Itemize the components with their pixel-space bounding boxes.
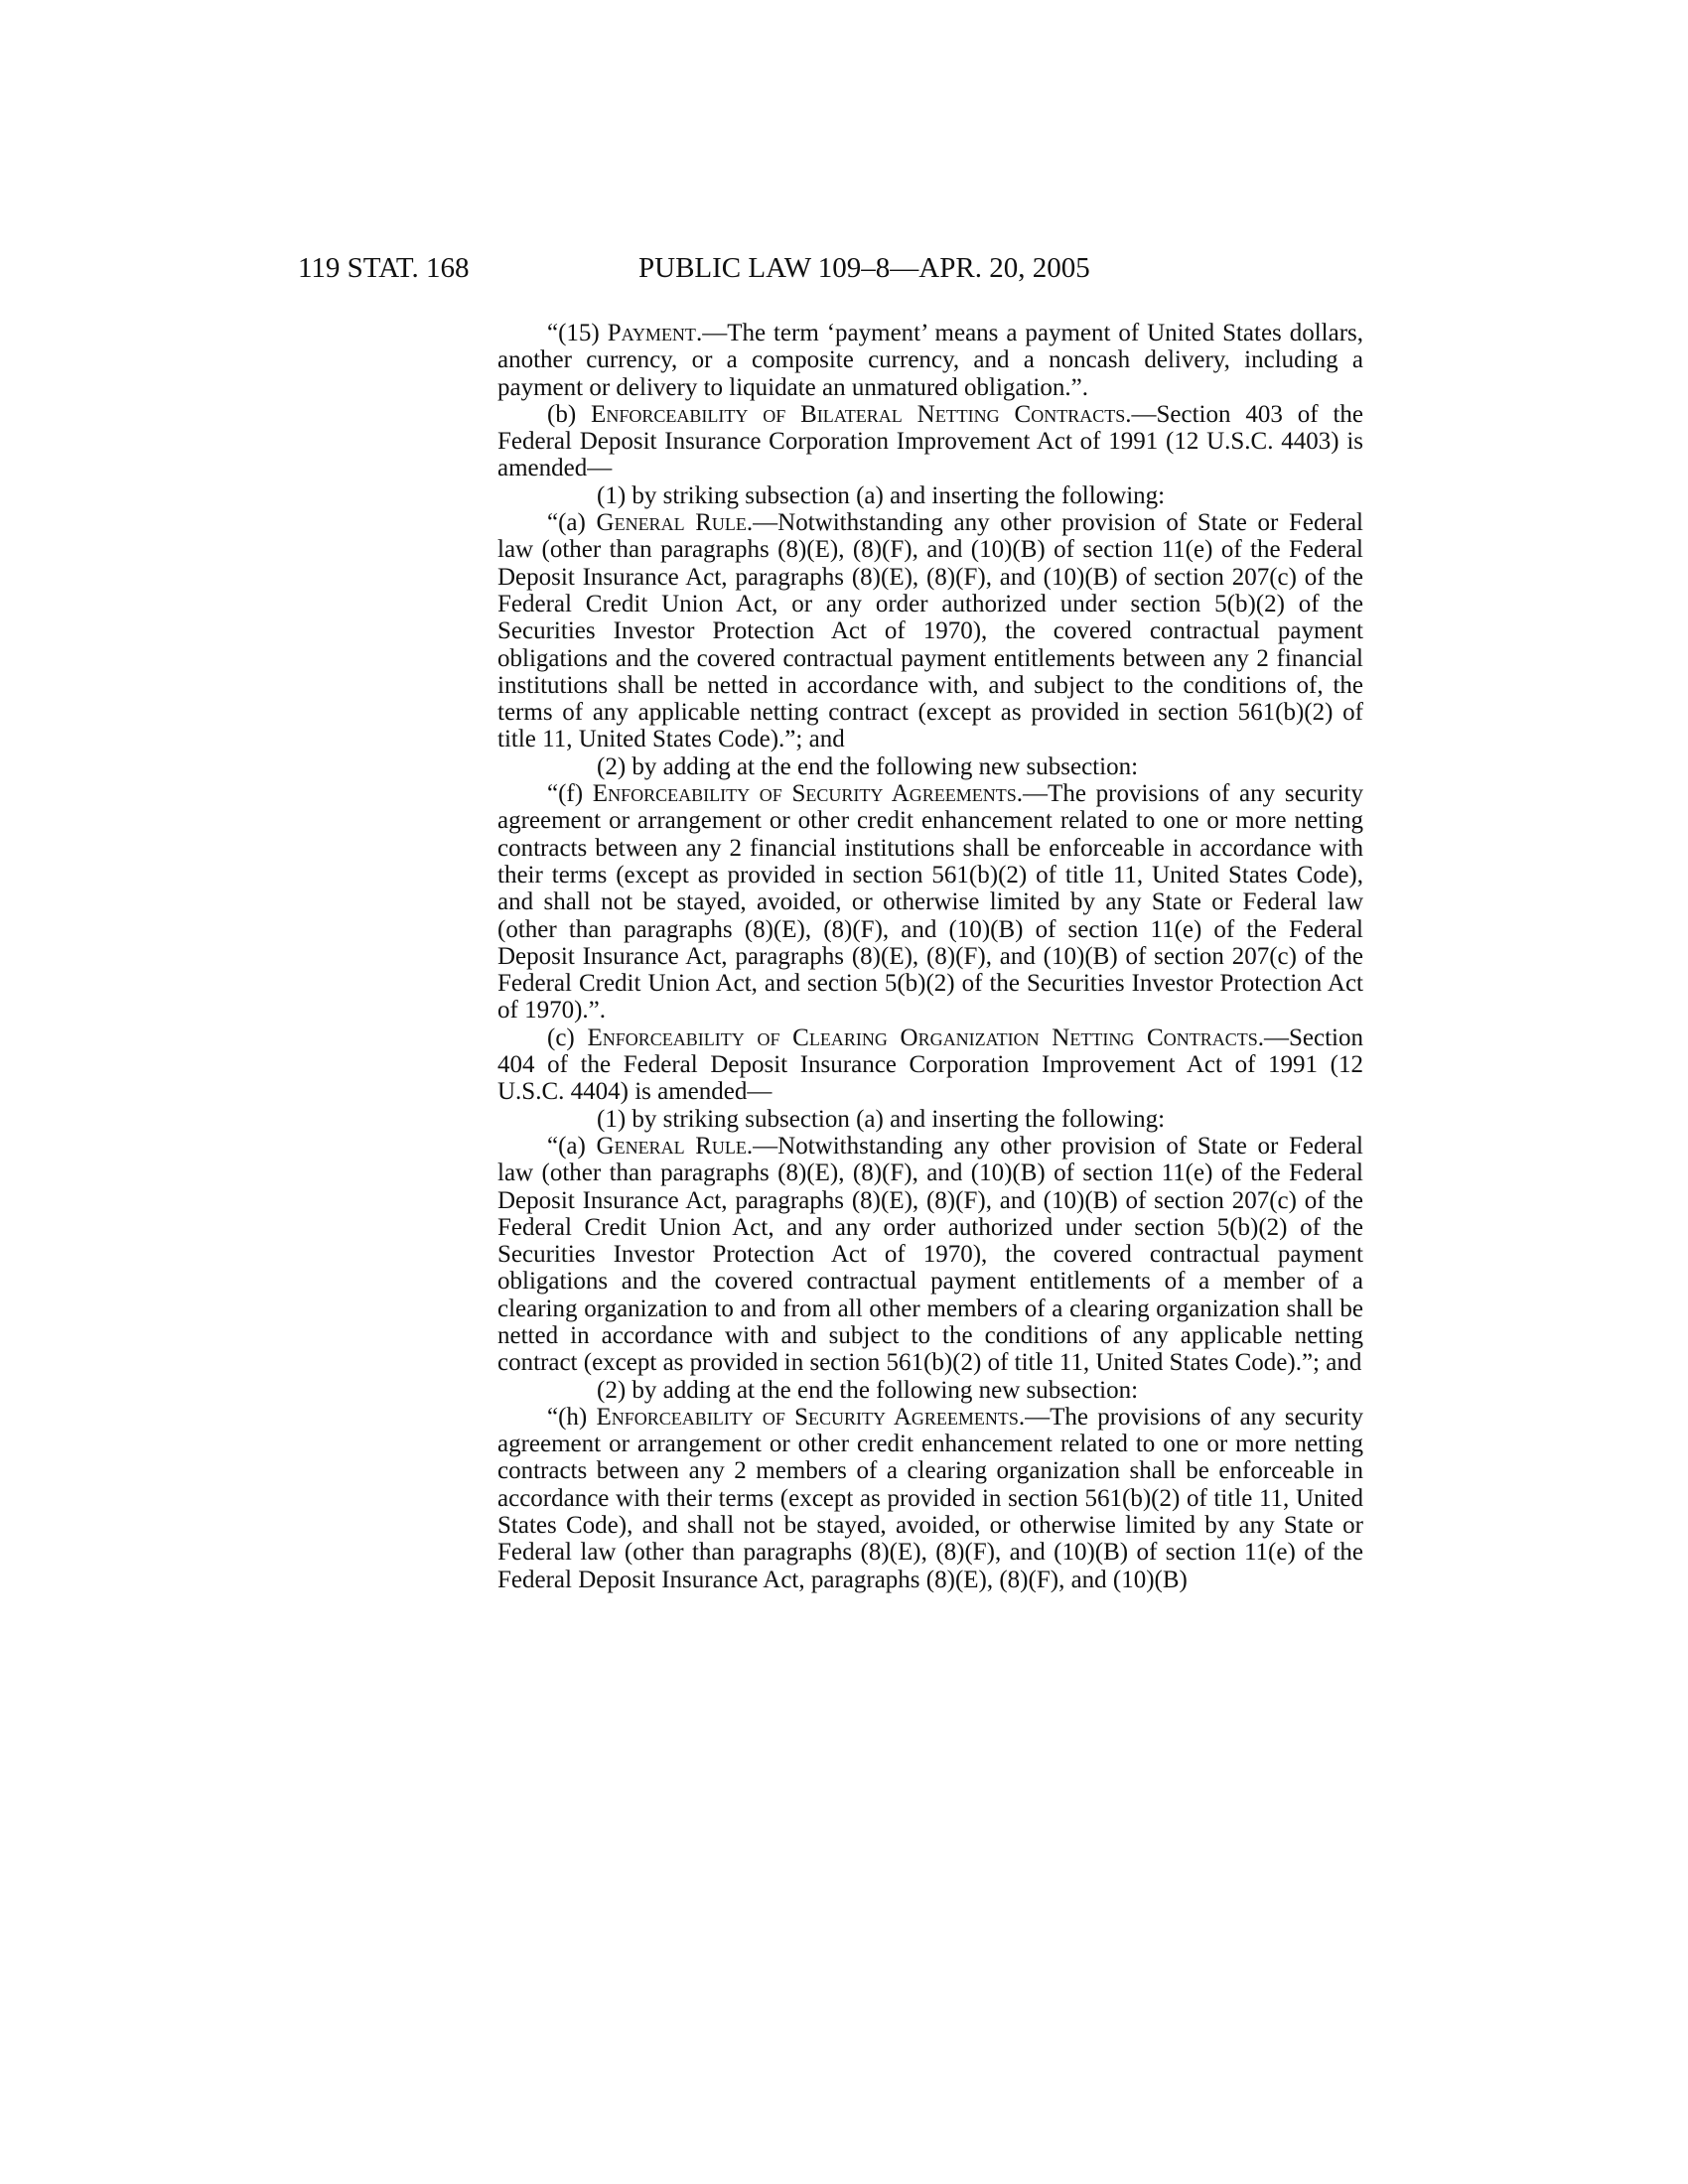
paragraph-text: .—The provisions of any security agreement or arrangement or other credit enhancement related to one or more netting contracts between any 2 members of a clearing organization shall be enforceable in accordance with their terms (except as provided in section 561(b)(2) of title 11, United States Code), and shall not be stayed, avoided, or otherwise limited by any State or Federal law (other than paragraphs (8)(E), (8)(F), and (10)(B) of section 11(e) of the Federal Deposit Insurance Act, paragraphs (8)(E), (8)(F), and (10)(B): [497, 1403, 1364, 1593]
paragraph-heading: Enforceability of Security Agreements: [592, 780, 1017, 808]
amendment-c-2: [497, 1377, 1363, 1404]
amendment-b-2: [497, 753, 1363, 780]
inserted-subsection-a-general-rule: [497, 509, 1363, 753]
subsection-c-clearing-organization: [497, 1024, 1363, 1106]
paragraph-lead: (b): [547, 400, 592, 428]
subsection-b-bilateral-netting: [497, 401, 1363, 482]
paragraph-heading: Enforceability of Clearing Organization Netting Contracts: [587, 1024, 1258, 1051]
paragraph-lead: “(h): [547, 1403, 597, 1431]
paragraph-lead: (c): [547, 1024, 588, 1051]
paragraph-heading: Enforceability of Security Agreements: [596, 1403, 1019, 1431]
paragraph-heading: Payment: [607, 320, 696, 346]
paragraph-text: .—Section 404 of the Federal Deposit Insurance Corporation Improvement Act of 1991 (12 U.S.C. 4404) is amended—: [497, 1024, 1363, 1106]
amendment-c-1: [497, 1106, 1363, 1133]
inserted-subsection-a-general-rule-clearing: [497, 1133, 1363, 1377]
paragraph-lead: “(a): [547, 509, 597, 537]
paragraph-lead: “(f): [547, 780, 593, 808]
paragraph-15-payment: [497, 320, 1363, 401]
paragraph-lead: “(15): [547, 320, 608, 346]
statute-body: [497, 320, 1363, 1593]
paragraph-text: (2) by adding at the end the following new subsection:: [597, 1376, 1139, 1404]
paragraph-text: .—The term ‘payment’ means a payment of United States dollars, another currency, or a composite currency, and a noncash delivery, including a payment or delivery to liquidate an unmatured obligation.”.: [497, 320, 1364, 401]
paragraph-text: (1) by striking subsection (a) and inserting the following:: [597, 481, 1166, 509]
page-header: [0, 248, 1688, 288]
paragraph-text: .—Notwithstanding any other provision of State or Federal law (other than paragraphs (8)(E), (8)(F), and (10)(B) of section 11(e) of the Federal Deposit Insurance Act, paragraphs (8)(E), (8)(F), and (10)(B) of section 207(c) of the Federal Credit Union Act, or any order authorized under section 5(b)(2) of the Securities Investor Protection Act of 1970), the covered contractual payment obligations and the covered contractual payment entitlements between any 2 financial institutions shall be netted in accordance with, and subject to the conditions of, the terms of any applicable netting contract (except as provided in section 561(b)(2) of title 11, United States Code).”; and: [497, 509, 1363, 753]
paragraph-text: (1) by striking subsection (a) and inserting the following:: [597, 1105, 1166, 1133]
paragraph-text: .—The provisions of any security agreement or arrangement or other credit enhancement related to one or more netting contracts between any 2 financial institutions shall be enforceable in accordance with their terms (except as provided in section 561(b)(2) of title 11, United States Code), and shall not be stayed, avoided, or otherwise limited by any State or Federal law (other than paragraphs (8)(E), (8)(F), and (10)(B) of section 11(e) of the Federal Deposit Insurance Act, paragraphs (8)(E), (8)(F), and (10)(B) of section 207(c) of the Federal Credit Union Act, and section 5(b)(2) of the Securities Investor Protection Act of 1970).”.: [497, 780, 1363, 1024]
paragraph-lead: “(a): [547, 1132, 597, 1160]
amendment-b-1: [497, 482, 1363, 509]
paragraph-heading: General Rule: [596, 509, 747, 537]
paragraph-text: .—Notwithstanding any other provision of State or Federal law (other than paragraphs (8)(E), (8)(F), and (10)(B) of section 11(e) of the Federal Deposit Insurance Act, paragraphs (8)(E), (8)(F), and (10)(B) of section 207(c) of the Federal Credit Union Act, and any order authorized under section 5(b)(2) of the Securities Investor Protection Act of 1970), the covered contractual payment obligations and the covered contractual payment entitlements of a member of a clearing organization to and from all other members of a clearing organization shall be netted in accordance with and subject to the conditions of any applicable netting contract (except as provided in section 561(b)(2) of title 11, United States Code).”; and: [497, 1132, 1363, 1377]
public-law-header: PUBLIC LAW 109–8—APR. 20, 2005: [638, 252, 1090, 284]
paragraph-text: (2) by adding at the end the following new subsection:: [597, 752, 1139, 780]
paragraph-heading: General Rule: [596, 1132, 747, 1160]
statute-page-citation: 119 STAT. 168: [298, 252, 470, 284]
inserted-subsection-h-security-agreements: [497, 1404, 1363, 1593]
paragraph-text: .—Section 403 of the Federal Deposit Insurance Corporation Improvement Act of 1991 (12 U.S.C. 4403) is amended—: [497, 400, 1364, 482]
inserted-subsection-f-security-agreements: [497, 780, 1363, 1024]
paragraph-heading: Enforceability of Bilateral Netting Contracts: [591, 400, 1126, 428]
